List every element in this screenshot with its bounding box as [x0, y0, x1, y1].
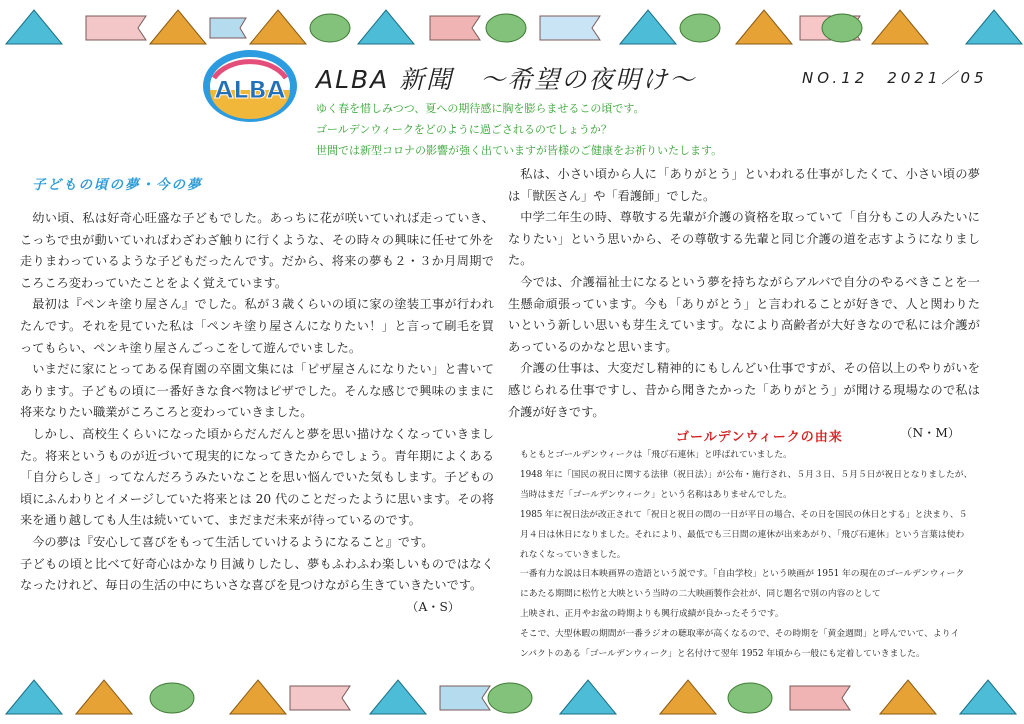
kashiwa-mochi-icon — [310, 14, 350, 42]
greeting-line: ゴールデンウィークをどのように過ごされるのでしょうか？ — [316, 123, 612, 136]
left-article-title: 子どもの頃の夢・今の夢 — [32, 177, 203, 193]
kabuto-helmet-icon — [736, 10, 792, 44]
alba-logo — [200, 46, 300, 126]
kabuto-helmet-icon — [880, 680, 936, 714]
logo-text: ALBA — [214, 76, 286, 104]
golden-week-title: ゴールデンウィークの由来 — [676, 430, 843, 445]
gw-line: 当時はまだ「ゴールデンウィーク」という名称はありませんでした。 — [520, 489, 792, 500]
author-signature: （A・S） — [406, 599, 460, 614]
article-paragraph: 最初は『ペンキ塗り屋さん』でした。私が３歳くらいの頃に家の塗装工事が行われたんです。それを見ていた私は「ペンキ塗り屋さんになりたい！」と言って刷毛を買ってもらい、ペンキ塗り屋さんごっこをして遊んでいました。 — [20, 297, 494, 355]
kabuto-helmet-icon — [370, 680, 426, 714]
left-article-body — [20, 208, 494, 618]
kashiwa-mochi-icon — [488, 683, 532, 713]
kashiwa-mochi-icon — [150, 683, 194, 713]
gw-line: もともとゴールデンウィークは「飛び石連休」と呼ばれていました。 — [520, 450, 792, 460]
article-paragraph: いまだに家にとってある保育園の卒園文集には「ピザ屋さんになりたい」と書いてあります。子どもの頃に一番好きな食べ物はピザでした。そんな感じで興味のままに将来なりたい職業がころころと変わっていきました。 — [20, 362, 494, 420]
kabuto-helmet-icon — [230, 680, 286, 714]
newsletter-title: ALBA 新聞 ～希望の夜明け～ — [316, 65, 697, 94]
kabuto-helmet-icon — [660, 680, 716, 714]
article-paragraph: 幼い頃、私は好奇心旺盛な子どもでした。あっちに花が咲いていれば走っていき、こっちで虫が動いていればわざわざ触りに行くような、その時々の興味に任せて外を走りまわっているような子どもだったんです。だから、将来の夢も２・３か月周期でころころ変わっていたことをよく覚えています。 — [20, 211, 494, 290]
gw-line: 1948 年に「国民の祝日に関する法律（祝日法）」が公布・施行され、５月３日、５月５日が祝日となりましたが、 — [520, 469, 973, 480]
koinobori-icon — [430, 16, 480, 40]
kashiwa-mochi-icon — [728, 683, 772, 713]
koinobori-icon — [790, 686, 850, 710]
article-paragraph: 介護の仕事は、大変だし精神的にもしんどい仕事ですが、その倍以上のやりがいを感じられる仕事ですし、昔から聞きたかった「ありがとう」が聞ける現場なので私は介護が好きです。 — [508, 361, 980, 419]
gw-line: にあたる期間に松竹と大映という当時の二大映画製作会社が、同じ題名で別の内容のとして — [520, 589, 881, 600]
issue-number: NO.12 2021／05 — [802, 69, 988, 87]
article-paragraph: 私は、小さい頃から人に「ありがとう」といわれる仕事がしたくて、小さい頃の夢は「獣医さん」や「看護師」でした。 — [508, 167, 980, 203]
gw-line: 上映され、正月やお盆の時期よりも興行成績が良かったそうです。 — [520, 609, 784, 620]
gw-line: 1985 年に祝日法が改正されて「祝日と祝日の間の一日が平日の場合、その日を国民の休日とする」と決まり、５ — [520, 509, 968, 520]
top-decoration-band — [0, 0, 1024, 56]
greeting-line: ゆく春を惜しみつつ、夏への期待感に胸を膨らませるこの頃です。 — [316, 102, 645, 115]
kashiwa-mochi-icon — [822, 14, 862, 42]
article-paragraph: しかし、高校生くらいになった頃からだんだんと夢を思い描けなくなっていきました。将来というものが近づいて現実的になってきたからでしょう。青年期によくある「自分らしさ」ってなんだろうみたいなことを思い悩んでいた気もします。子どもの頃にふんわりとイメージしていた将来とは 20 代のことだったように思います。その将来を通り越しても人生は続いていて、まだまだ未来が待っているのです。 — [20, 426, 494, 528]
article-paragraph: 今の夢は『安心して喜びをもって生活していけるようになること』です。 — [32, 534, 434, 549]
bottom-decoration-band — [0, 668, 1024, 724]
gw-line: 月４日は休日になりました。それにより、最低でも三日間の連休が出来あがり、「飛び石連休」という言葉は使わ — [520, 529, 965, 540]
right-article-body — [508, 164, 980, 445]
kabuto-helmet-icon — [250, 10, 306, 44]
kabuto-helmet-icon — [560, 680, 616, 714]
seasonal-greeting — [316, 98, 916, 161]
gw-line: れなくなっていきました。 — [520, 549, 626, 560]
gw-line: 一番有力な説は日本映画界の造語という説です。「自由学校」という映画が 1951 年の現在のゴールデンウィーク — [520, 569, 965, 580]
golden-week-body — [520, 446, 994, 665]
kabuto-helmet-icon — [6, 680, 62, 714]
koinobori-icon — [86, 16, 146, 40]
koinobori-icon — [540, 16, 600, 40]
kashiwa-mochi-icon — [680, 14, 720, 42]
article-paragraph: 今では、介護福祉士になるという夢を持ちながらアルバで自分のやるべきことを一生懸命頑張っています。今も「ありがとう」と言われることが好きで、人と関わりたいという新しい思いも芽生えています。なにより高齢者が大好きなので私には介護があっているのかなと思います。 — [508, 274, 980, 354]
koinobori-icon — [210, 18, 246, 38]
kabuto-helmet-icon — [76, 680, 132, 714]
article-paragraph: 中学二年生の時、尊敬する先輩が介護の資格を取っていて「自分もこの人みたいになりたい」という思いから、その尊敬する先輩と同じ介護の道を志すようになりました。 — [508, 210, 980, 268]
gw-line: そこで、大型休暇の期間が一番ラジオの聴取率が高くなるので、その時期を「黄金週間」と呼んでいて、よりイ — [520, 629, 960, 640]
kabuto-helmet-icon — [872, 10, 928, 44]
koinobori-icon — [290, 686, 350, 710]
kabuto-helmet-icon — [150, 10, 206, 44]
author-signature: （N・M） — [900, 426, 960, 441]
koinobori-icon — [440, 686, 490, 710]
kabuto-helmet-icon — [960, 680, 1016, 714]
kashiwa-mochi-icon — [486, 14, 526, 42]
newsletter-header — [316, 60, 1016, 94]
gw-line: ンパクトのある「ゴールデンウィーク」と名付けて翌年 1952 年頃から一般にも定着していきました。 — [520, 649, 925, 660]
article-paragraph: 子どもの頃と比べて好奇心はかなり目減りしたし、夢もふわふわ楽しいものではなくなったけれど、毎日の生活の中にちいさな喜びを見つけながら生きていきたいです。 — [20, 556, 494, 593]
greeting-line: 世間では新型コロナの影響が強く出ていますが皆様のご健康をお祈りいたします。 — [316, 144, 723, 157]
